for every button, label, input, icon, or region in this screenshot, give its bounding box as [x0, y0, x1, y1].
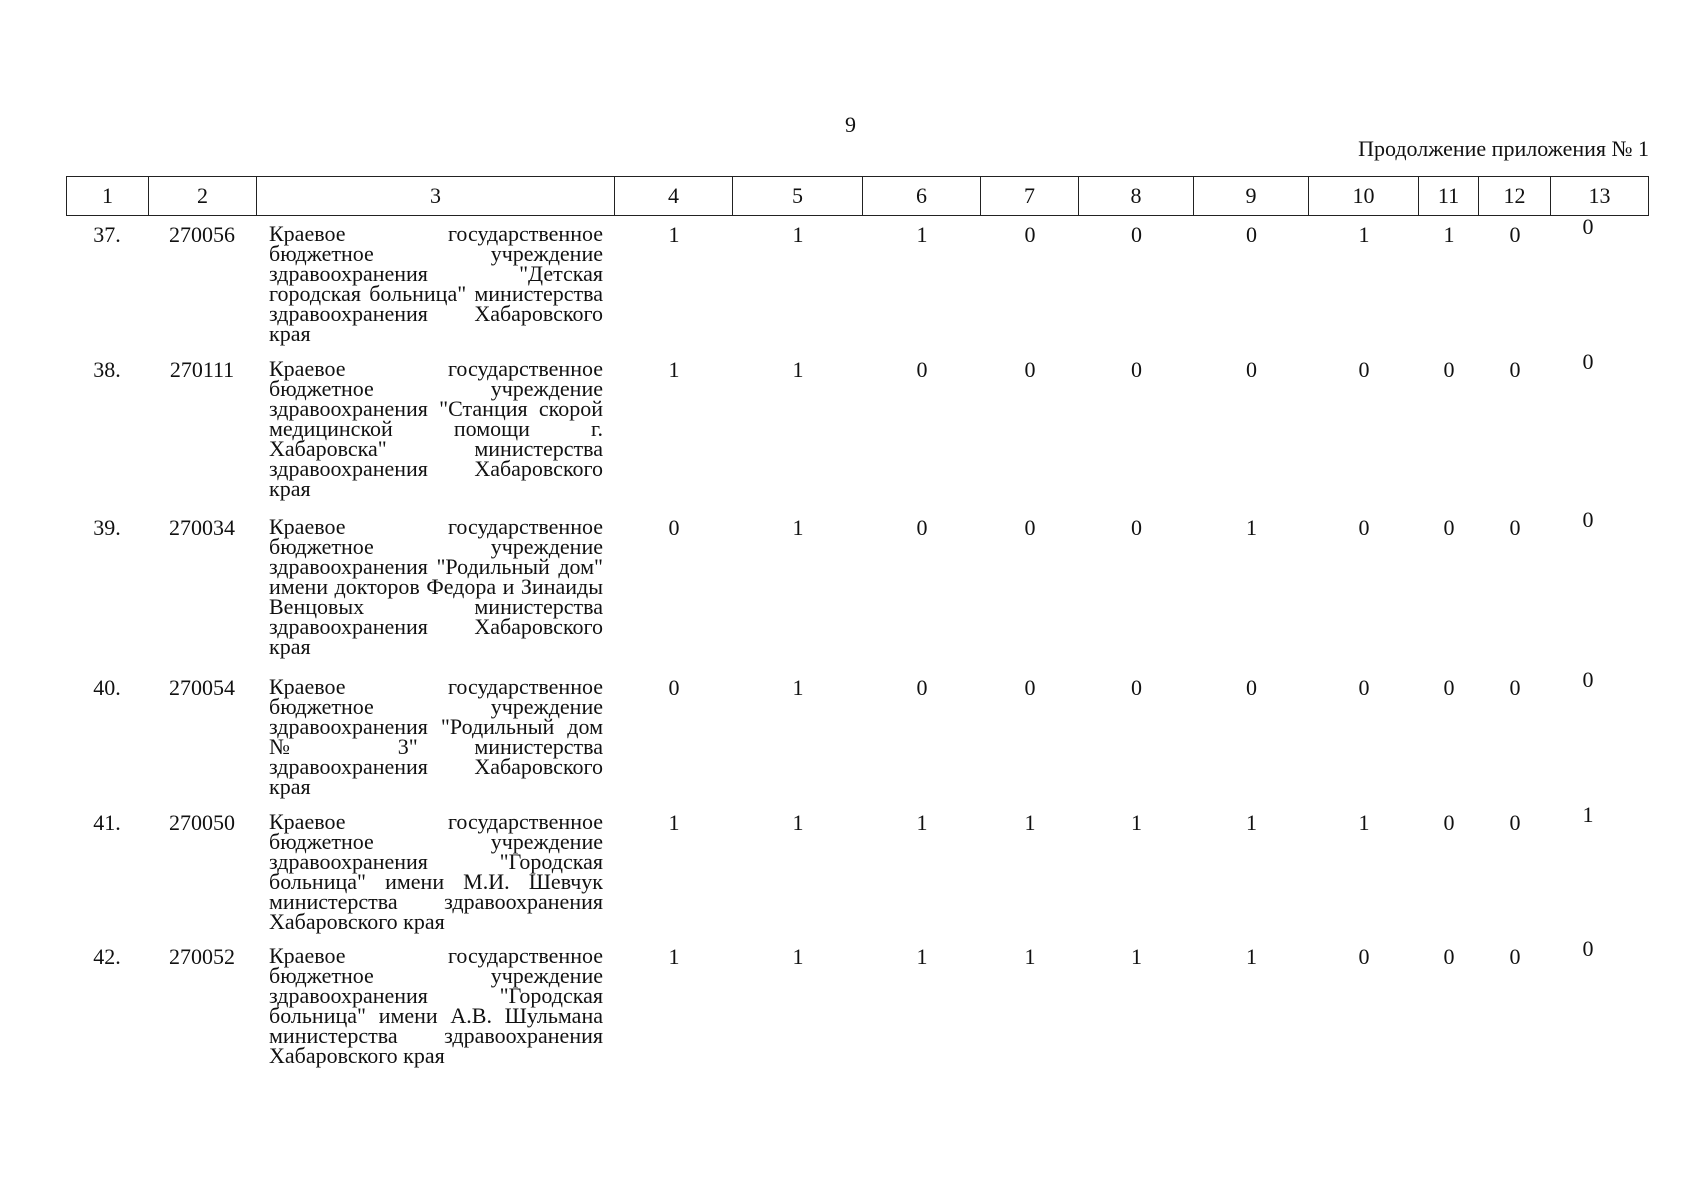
value-col-12: 0 — [1509, 675, 1521, 700]
value-col-6: 1 — [916, 810, 928, 835]
value-col-10: 0 — [1358, 515, 1370, 540]
value-col-9: 0 — [1246, 357, 1257, 382]
column-header: 9 — [1194, 177, 1309, 216]
value-col-5: 1 — [792, 810, 804, 835]
institution-name: Краевое государственное бюджетное учреждение здравоохранения "Родильный дом № 3" министерства здравоохранения Хабаровского края — [269, 674, 603, 799]
value-col-6: 0 — [916, 357, 928, 382]
value-col-11: 0 — [1443, 675, 1455, 700]
value-col-12: 0 — [1509, 515, 1521, 540]
column-header-table — [66, 176, 1649, 216]
table-row — [66, 507, 1648, 677]
value-col-5: 1 — [792, 515, 804, 540]
value-col-10: 0 — [1358, 357, 1370, 382]
appendix-continuation-label: Продолжение приложения № 1 — [1358, 136, 1649, 161]
column-header: 12 — [1479, 177, 1551, 216]
institution-code: 270056 — [169, 222, 235, 247]
value-col-6: 0 — [916, 515, 928, 540]
value-col-11: 0 — [1443, 515, 1455, 540]
table-row — [66, 667, 1648, 812]
institution-name: Краевое государственное бюджетное учреждение здравоохранения "Родильный дом" имени докторов Федора и Зинаиды Венцовых министерства здравоохранения Хабаровского края — [269, 514, 603, 659]
value-col-12: 0 — [1509, 222, 1521, 247]
value-col-12: 0 — [1509, 810, 1521, 835]
value-col-11: 0 — [1443, 357, 1455, 382]
column-header: 1 — [67, 177, 149, 216]
row-number: 41. — [93, 810, 121, 835]
value-col-7: 0 — [1024, 222, 1036, 247]
institution-name: Краевое государственное бюджетное учреждение здравоохранения "Городская больница" имени А.В. Шульмана министерства здравоохранения Хабаровского края — [269, 943, 603, 1068]
value-col-9: 1 — [1246, 515, 1257, 540]
value-col-6: 0 — [916, 675, 928, 700]
value-col-6: 1 — [916, 222, 928, 247]
column-header: 5 — [733, 177, 863, 216]
institution-code: 270034 — [169, 515, 235, 540]
value-col-13: 1 — [1582, 802, 1594, 827]
column-header: 6 — [863, 177, 981, 216]
column-header: 4 — [615, 177, 733, 216]
institution-code: 270052 — [169, 944, 235, 969]
value-col-11: 0 — [1443, 944, 1455, 969]
institution-code: 270054 — [169, 675, 235, 700]
value-col-13: 0 — [1582, 349, 1594, 374]
value-col-8: 0 — [1131, 515, 1142, 540]
value-col-5: 1 — [792, 944, 804, 969]
value-col-10: 1 — [1358, 222, 1370, 247]
value-col-12: 0 — [1509, 357, 1521, 382]
value-col-9: 1 — [1246, 944, 1257, 969]
value-col-4: 1 — [668, 810, 680, 835]
institution-name: Краевое государственное бюджетное учреждение здравоохранения "Детская городская больница" министерства здравоохранения Хабаровского края — [269, 221, 603, 346]
value-col-4: 1 — [668, 357, 680, 382]
institution-code: 270111 — [169, 357, 235, 382]
value-col-10: 1 — [1358, 810, 1370, 835]
value-col-5: 1 — [792, 222, 804, 247]
value-col-9: 1 — [1246, 810, 1257, 835]
value-col-7: 0 — [1024, 515, 1036, 540]
value-col-4: 0 — [668, 515, 680, 540]
table-row — [66, 214, 1648, 359]
row-number: 42. — [93, 944, 121, 969]
table-body — [66, 214, 1648, 1096]
value-col-8: 1 — [1131, 944, 1142, 969]
row-number: 38. — [93, 357, 121, 382]
value-col-4: 0 — [668, 675, 680, 700]
value-col-13: 0 — [1582, 507, 1594, 532]
table-row — [66, 936, 1648, 1096]
value-col-6: 1 — [916, 944, 928, 969]
column-header: 7 — [981, 177, 1079, 216]
value-col-10: 0 — [1358, 944, 1370, 969]
table-row — [66, 802, 1648, 946]
column-header: 2 — [149, 177, 257, 216]
page-number: 9 — [845, 112, 856, 137]
value-col-9: 0 — [1246, 222, 1257, 247]
row-number: 39. — [93, 515, 121, 540]
value-col-13: 0 — [1582, 667, 1594, 692]
value-col-7: 1 — [1024, 944, 1036, 969]
value-col-10: 0 — [1358, 675, 1370, 700]
value-col-12: 0 — [1509, 944, 1521, 969]
column-header: 10 — [1309, 177, 1419, 216]
value-col-11: 0 — [1443, 810, 1455, 835]
value-col-8: 0 — [1131, 675, 1142, 700]
institution-name: Краевое государственное бюджетное учреждение здравоохранения "Городская больница" имени М.И. Шевчук министерства здравоохранения Хабаровского края — [269, 809, 603, 934]
column-header-row — [67, 177, 1649, 216]
column-header: 3 — [257, 177, 615, 216]
institution-name: Краевое государственное бюджетное учреждение здравоохранения "Станция скорой медицинской помощи г. Хабаровска" министерства здравоохранения Хабаровского края — [269, 356, 603, 501]
value-col-5: 1 — [792, 675, 804, 700]
column-header: 13 — [1551, 177, 1649, 216]
value-col-4: 1 — [668, 222, 680, 247]
column-header: 8 — [1079, 177, 1194, 216]
value-col-7: 1 — [1024, 810, 1036, 835]
value-col-8: 0 — [1131, 222, 1142, 247]
row-number: 40. — [93, 675, 121, 700]
table-row — [66, 349, 1648, 517]
value-col-13: 0 — [1582, 214, 1594, 239]
value-col-13: 0 — [1582, 936, 1594, 961]
value-col-4: 1 — [668, 944, 680, 969]
value-col-8: 0 — [1131, 357, 1142, 382]
value-col-9: 0 — [1246, 675, 1257, 700]
value-col-7: 0 — [1024, 675, 1036, 700]
value-col-7: 0 — [1024, 357, 1036, 382]
column-header: 11 — [1419, 177, 1479, 216]
value-col-11: 1 — [1443, 222, 1455, 247]
institution-code: 270050 — [169, 810, 235, 835]
row-number: 37. — [93, 222, 121, 247]
value-col-8: 1 — [1131, 810, 1142, 835]
value-col-5: 1 — [792, 357, 804, 382]
